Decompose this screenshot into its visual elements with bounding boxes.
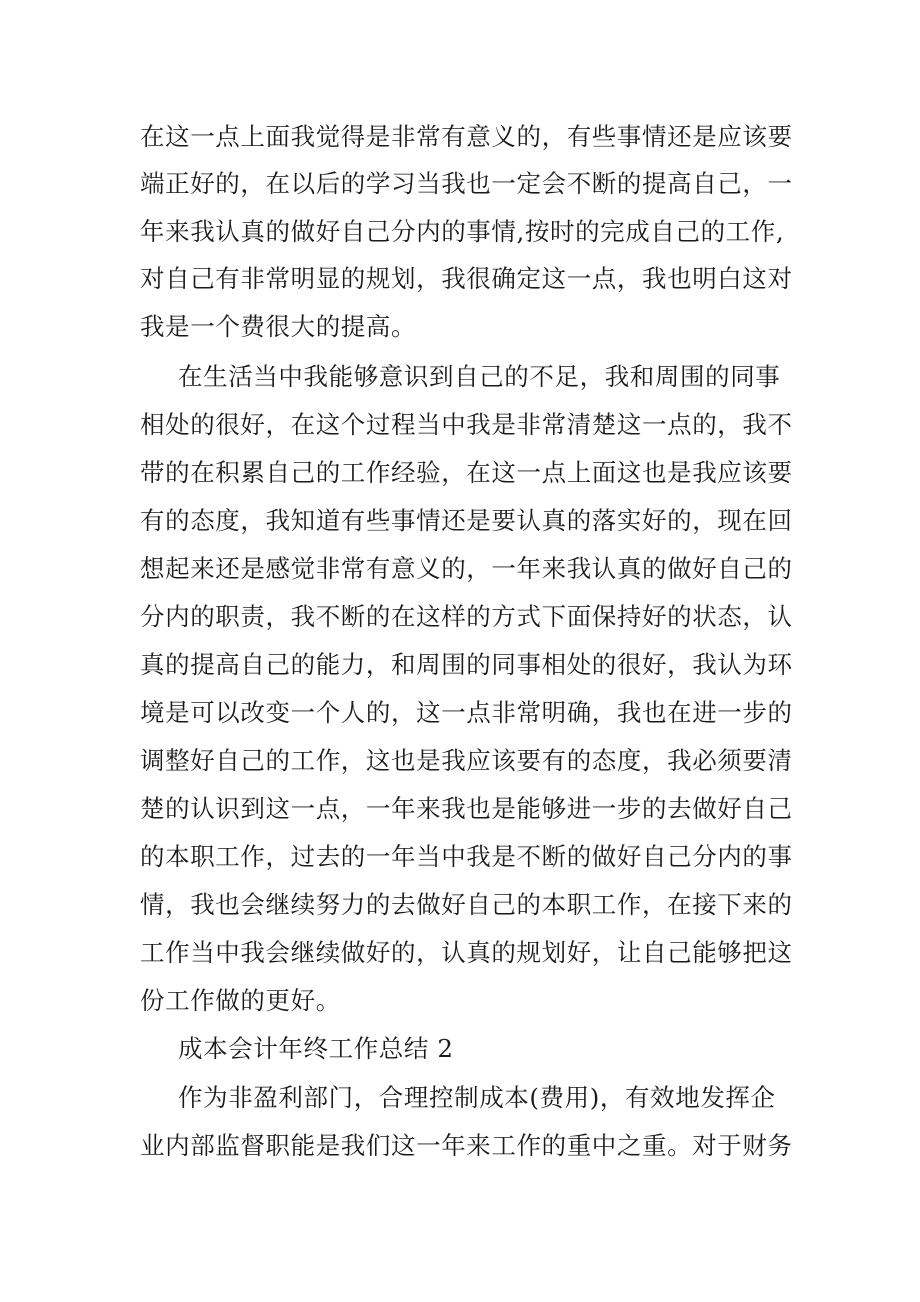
text-line: 调整好自己的工作，这也是我应该要有的态度，我必须要清 [140, 746, 793, 775]
text-line: 工作当中我会继续做好的，认真的规划好，让自己能够把这 [140, 938, 793, 967]
text-line: 作为非盈利部门，合理控制成本(费用)，有效地发挥企 [178, 1083, 776, 1112]
text-line: 份工作做的更好。 [140, 986, 341, 1015]
text-line: 业内部监督职能是我们这一年来工作的重中之重。对于财务 [140, 1131, 793, 1160]
text-line: 的本职工作，过去的一年当中我是不断的做好自己分内的事 [140, 842, 793, 871]
text-line: 相处的很好，在这个过程当中我是非常清楚这一点的，我不 [140, 410, 793, 439]
text-line: 境是可以改变一个人的，这一点非常明确，我也在进一步的 [140, 698, 793, 727]
text-line: 想起来还是感觉非常有意义的，一年来我认真的做好自己的 [140, 554, 793, 583]
text-line: 对自己有非常明显的规划，我很确定这一点，我也明白这对 [140, 264, 793, 293]
text-line: 年来我认真的做好自己分内的事情,按时的完成自己的工作, [140, 217, 785, 246]
text-line: 在生活当中我能够意识到自己的不足，我和周围的同事 [178, 362, 781, 391]
text-line: 有的态度，我知道有些事情还是要认真的落实好的，现在回 [140, 506, 793, 535]
text-line: 楚的认识到这一点，一年来我也是能够进一步的去做好自己 [140, 794, 793, 823]
text-line: 我是一个费很大的提高。 [140, 312, 417, 341]
text-line: 真的提高自己的能力，和周围的同事相处的很好，我认为环 [140, 650, 793, 679]
section-heading: 成本会计年终工作总结 2 [178, 1034, 454, 1063]
text-line: 在这一点上面我觉得是非常有意义的，有些事情还是应该要 [140, 122, 793, 151]
text-line: 带的在积累自己的工作经验，在这一点上面这也是我应该要 [140, 458, 793, 487]
text-line: 情，我也会继续努力的去做好自己的本职工作，在接下来的 [140, 890, 793, 919]
text-line: 端正好的，在以后的学习当我也一定会不断的提高自己，一 [140, 169, 793, 198]
text-line: 分内的职责，我不断的在这样的方式下面保持好的状态，认 [140, 602, 793, 631]
